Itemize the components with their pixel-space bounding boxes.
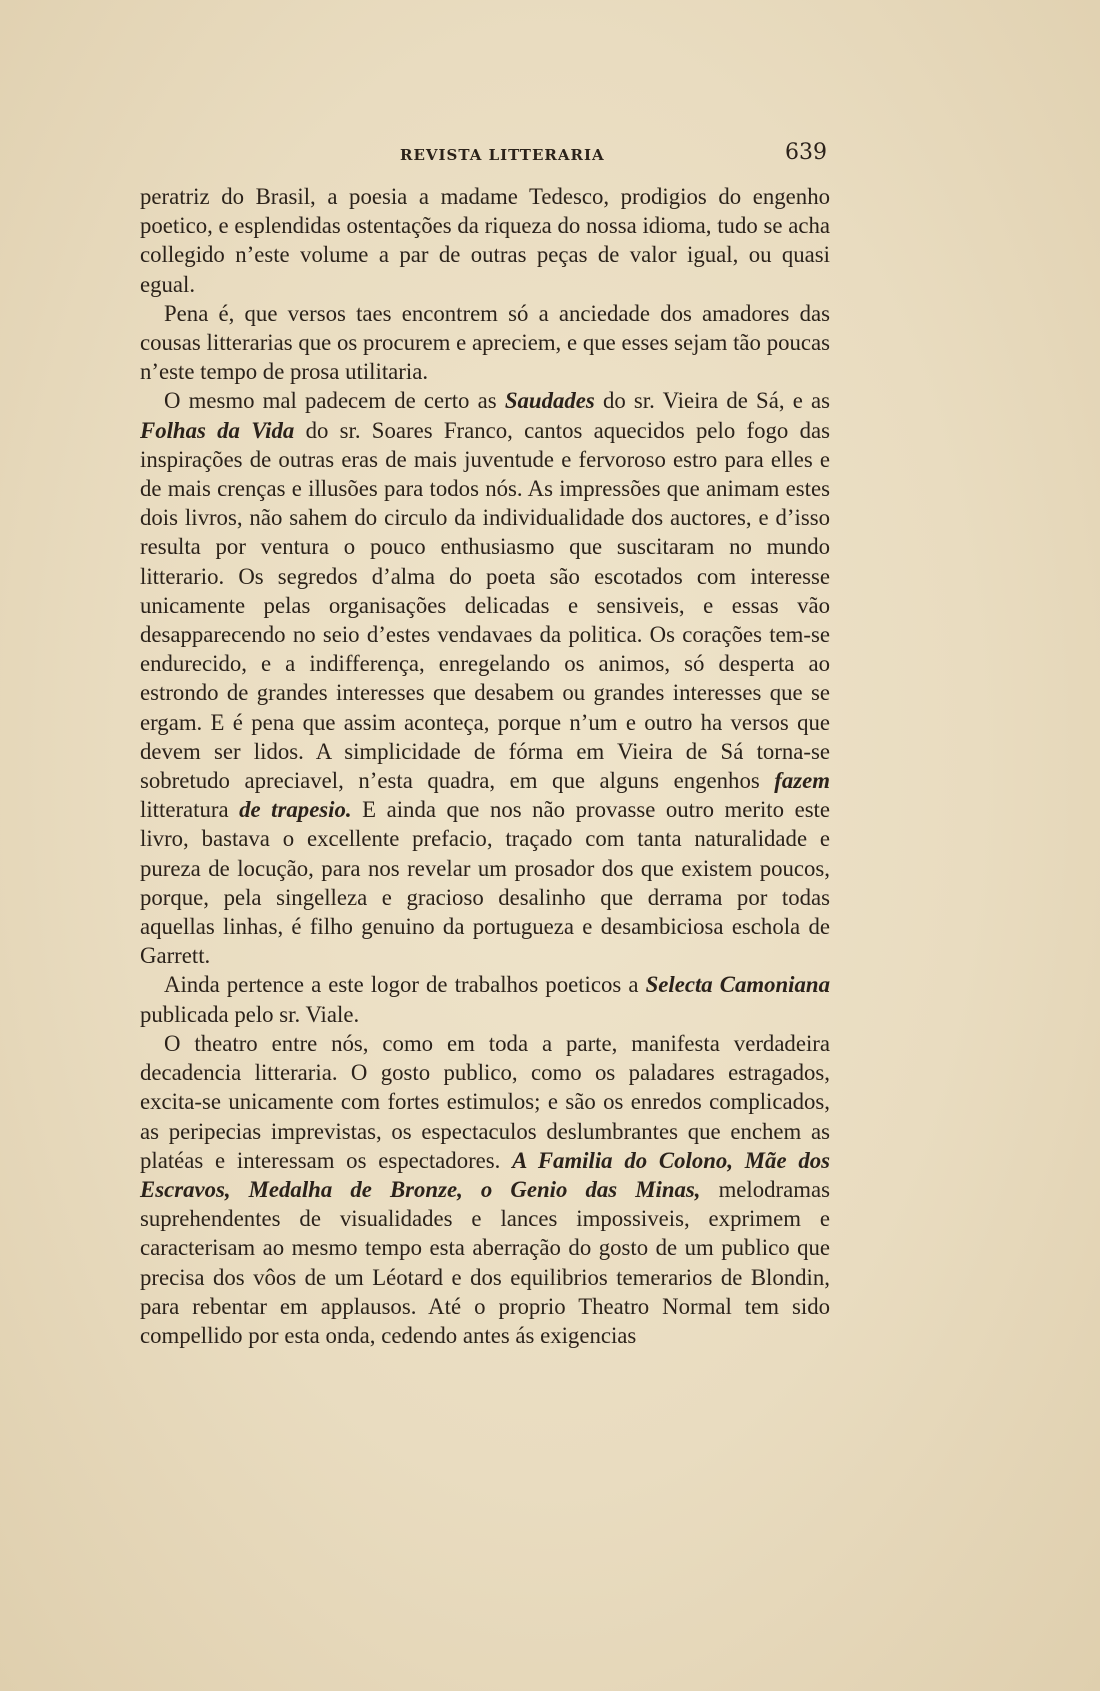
paragraph: Pena é, que versos taes encontrem só a anciedade dos amadores das cousas litterarias que os procurem e apreciem, e que esses sejam tão poucas n’este tempo de prosa utilitaria. — [140, 300, 830, 385]
text-run: O theatro entre nós, como em toda a parte, manifesta verdadeira decadencia litteraria. O gosto publico, como os paladares estragados, excita-se unicamente com fortes estimulos; e são os enredos complicados, as peripecias imprevistas, os espectaculos deslumbrantes que enchem as platéas e interessam os espectadores. — [140, 1030, 830, 1173]
emphasis: fazem — [774, 768, 830, 794]
text-run: O mesmo mal padecem de certo as — [164, 388, 505, 414]
book-title: Selecta Camoniana — [645, 972, 830, 998]
paragraph — [140, 386, 830, 970]
emphasis: de trapesio. — [239, 797, 352, 823]
text-run: melodramas suprehendentes de visualidades e lances impossiveis, exprimem e caracterisam ao mesmo tempo esta aberração do gosto de um publico que precisa dos vôos de um Léotard e dos equilibrios temerarios de Blondin, para rebentar em applausos. Até o proprio Theatro Normal tem sido compellido por esta onda, cedendo antes ás exigencias — [140, 1176, 830, 1348]
paragraph: peratriz do Brasil, a poesia a madame Tedesco, prodigios do engenho poetico, e esplendidas ostentações da riqueza do nossa idioma, tudo se acha collegido n’este volume a par de outras peças de valor igual, ou quasi egual. — [140, 184, 830, 297]
paragraph — [140, 970, 830, 1028]
book-title: Folhas da Vida — [140, 417, 295, 443]
running-title: REVISTA LITTERARIA — [400, 146, 605, 164]
body-text — [140, 182, 830, 1350]
page-number: 639 — [785, 140, 827, 165]
book-title: Saudades — [504, 388, 595, 414]
text-run: Ainda pertence a este logor de trabalhos poeticos a — [164, 972, 646, 998]
text-run: do sr. Soares Franco, cantos aquecidos pelo fogo das inspirações de outras eras de mais juventude e fervoroso estro para elles e de mais crenças e illusões para todos nós. As impressões que animam estes dois livros, não sahem do circulo da individualidade dos auctores, e d’isso resulta por ventura o pouco enthusiasmo que suscitaram no mundo litterario. Os segredos d’alma do poeta são escotados com interesse unicamente pelas organisações delicadas e sensiveis, e essas vão desapparecendo no seio d’estes vendavaes da politica. Os corações tem-se endurecido, e a indifferença, enregelando os animos, só desperta ao estrondo de grandes interesses que desabem ou grandes interesses que se ergam. E é pena que assim aconteça, porque n’um e outro ha versos que devem ser lidos. A simplicidade de fórma em Vieira de Sá torna-se sobretudo apreciavel, n’esta quadra, em que alguns engenhos — [140, 417, 830, 794]
page-header — [140, 142, 860, 172]
text-run: do sr. Vieira de Sá, e as — [594, 388, 830, 414]
paragraph — [140, 1029, 830, 1350]
text-run: litteratura — [140, 797, 240, 823]
text-run: E ainda que nos não provasse outro merito este livro, bastava o excellente prefacio, traçado com tanta naturalidade e pureza de locução, para nos revelar um prosador dos que existem poucos, porque, pela singelleza e gracioso desalinho que derrama por todas aquellas linhas, é filho genuino da portugueza e desambiciosa eschola de Garrett. — [140, 797, 831, 969]
text-run: publicada pelo sr. Viale. — [140, 1001, 360, 1027]
play-titles: A Familia do Colono, Mãe dos Escravos, Medalha de Bronze, o Genio das Minas, — [140, 1147, 830, 1202]
